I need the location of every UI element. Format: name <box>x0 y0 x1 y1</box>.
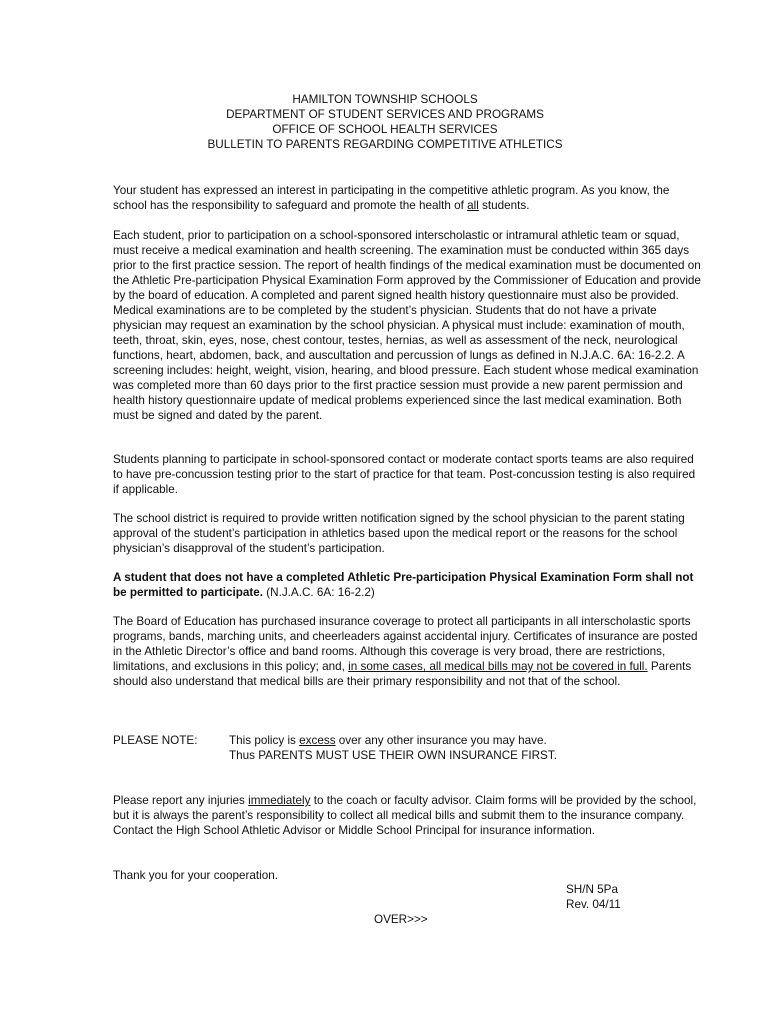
intro-text-end: students. <box>478 199 530 212</box>
warning-citation: (N.J.A.C. 6A: 16-2.2) <box>263 586 375 599</box>
report-text-end: to the coach or faculty advisor. Claim forms will be provided by the school, but it is always the parent’s responsibility to collect all medical bills and submit them to the insurance company. Contact the High School Athletic Advisor or Middle School Principal for insurance information. <box>113 794 697 837</box>
intro-underlined-all: all <box>467 199 479 212</box>
report-underlined-immediately: immediately <box>248 794 311 807</box>
please-note-label: PLEASE NOTE: <box>113 734 198 747</box>
form-code: SH/N 5Pa <box>566 883 618 896</box>
document-header <box>0 92 770 152</box>
warning-bold-text: A student that does not have a completed Athletic Pre-participation Physical Examination Form shall not be permitted to participate. <box>113 571 694 599</box>
please-note-text-end: over any other insurance you may have. <box>335 734 547 747</box>
insurance-underlined-text: in some cases, all medical bills may not be covered in full. <box>348 660 648 673</box>
please-note-underlined-excess: excess <box>299 734 336 747</box>
header-line-office: OFFICE OF SCHOOL HEALTH SERVICES <box>272 123 498 136</box>
report-text: Please report any injuries <box>113 794 249 807</box>
concussion-paragraph: Students planning to participate in school-sponsored contact or moderate contact sports teams are also required to have pre-concussion testing prior to the start of practice for that team. Post-concussion testing is also required if applicable. <box>113 453 696 496</box>
please-note-text <box>229 733 699 763</box>
please-note-line-2: Thus PARENTS MUST USE THEIR OWN INSURANCE FIRST. <box>229 749 557 762</box>
insurance-text: The Board of Education has purchased insurance coverage to protect all participants in all interscholastic sports programs, bands, marching units, and cheerleaders against accidental injury. Certificates of insurance are posted in the Athletic Director’s office and band rooms. Although this coverage is very broad, there are restrictions, limitations, and exclusions in this policy; and, <box>113 615 698 673</box>
please-note-text-start: This policy is <box>229 734 300 747</box>
report-paragraph <box>113 793 703 838</box>
notification-paragraph: The school district is required to provide written notification signed by the school physician to the parent stating approval of the student’s participation in athletics based upon the medical report or the reasons for the school physician’s disapproval of the student’s participation. <box>113 512 685 555</box>
form-code-block <box>566 882 621 912</box>
header-line-district: HAMILTON TOWNSHIP SCHOOLS <box>292 93 478 106</box>
insurance-text-end: Parents should also understand that medical bills are their primary responsibility and not that of the school. <box>113 660 692 688</box>
intro-paragraph <box>113 183 703 213</box>
insurance-paragraph <box>113 614 703 689</box>
intro-text: Your student has expressed an interest in participating in the competitive athletic program. As you know, the school has the responsibility to safeguard and promote the health of <box>113 184 670 212</box>
please-note-line-1 <box>229 733 699 748</box>
thanks-line: Thank you for your cooperation. <box>113 869 279 882</box>
header-line-department: DEPARTMENT OF STUDENT SERVICES AND PROGRAMS <box>226 108 544 121</box>
exam-paragraph: Each student, prior to participation on a school-sponsored interscholastic or intramural athletic team or squad, must receive a medical examination and health screening. The examination must be conducted within 365 days prior to the first practice session. The report of health findings of the medical examination must be documented on the Athletic Pre-participation Physical Examination Form approved by the Commissioner of Education and provide by the board of education. A completed and parent signed health history questionnaire must also be provided. Medical examinations are to be completed by the student’s physician. Students that do not have a private physician may request an examination by the school physician. A physical must include: examination of mouth, teeth, throat, skin, eyes, nose, chest contour, testes, hernias, as well as assessment of the neck, neurological functions, heart, abdomen, back, and auscultation and percussion of lungs as defined in N.J.A.C. 6A: 16-2.2. A screening includes: height, weight, vision, hearing, and blood pressure. Each student whose medical examination was completed more than 60 days prior to the first practice session must provide a new parent permission and health history questionnaire update of medical problems experienced since the last medical examination. Both must be signed and dated by the parent. <box>113 229 701 422</box>
warning-paragraph <box>113 570 703 600</box>
form-revision: Rev. 04/11 <box>566 898 621 911</box>
header-line-bulletin-title: BULLETIN TO PARENTS REGARDING COMPETITIVE ATHLETICS <box>207 138 563 151</box>
over-indicator: OVER>>> <box>374 913 428 926</box>
